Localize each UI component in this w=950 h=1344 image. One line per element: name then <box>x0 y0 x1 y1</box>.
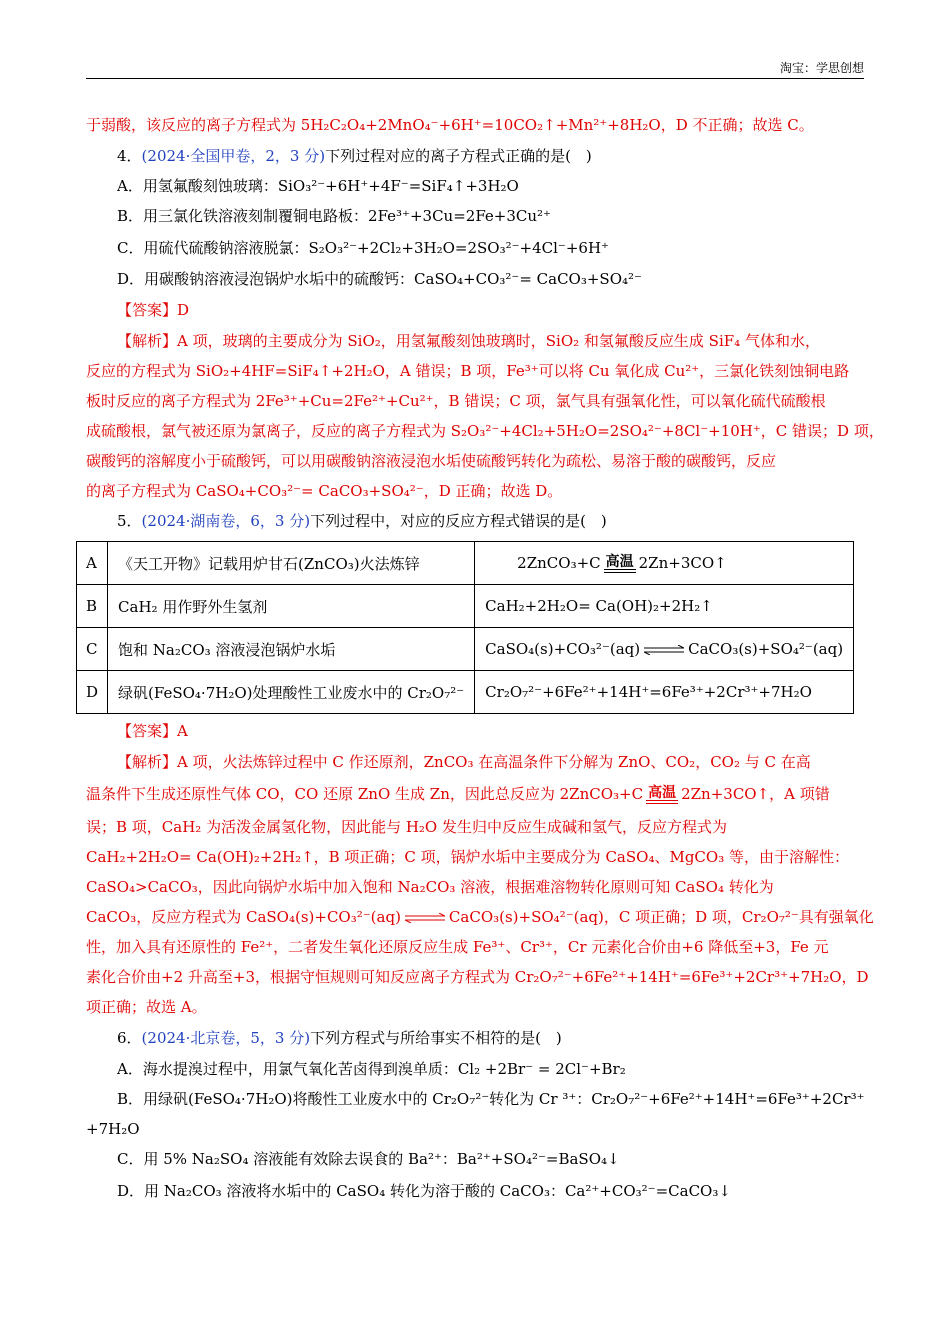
q5-analysis-line: 温条件下生成还原性气体 CO，CO 还原 ZnO 生成 Zn，因此总反应为 2ZnCO₃+C 高温 2Zn+3CO↑，A 项错 <box>86 785 830 803</box>
q4-analysis-line: 【解析】A 项，玻璃的主要成分为 SiO₂，用氢氟酸刻蚀玻璃时，SiO₂ 和氢氟酸反应生成 SiF₄ 气体和水， <box>117 332 820 350</box>
row-label: C <box>77 628 108 671</box>
condition-label: 高温 <box>605 553 634 570</box>
q4-stem: 4．(2024·全国甲卷，2，3 分)下列过程对应的离子方程式正确的是( ) <box>117 147 592 165</box>
q5-source: (2024·湖南卷，6，3 分) <box>141 512 311 530</box>
row-description: CaH₂ 用作野外生氢剂 <box>108 585 475 628</box>
q4-option-c: C．用硫代硫酸钠溶液脱氯：S₂O₃²⁻+2Cl₂+3H₂O=2SO₃²⁻+4Cl⁻+6H⁺ <box>117 239 609 257</box>
row-label: A <box>77 542 108 585</box>
q4-analysis-line: 的离子方程式为 CaSO₄+CO₃²⁻= CaCO₃+SO₄²⁻，D 正确；故选 D。 <box>86 482 563 500</box>
row-equation: CaH₂+2H₂O= Ca(OH)₂+2H₂↑ <box>475 585 854 628</box>
q4-answer: 【答案】D <box>117 301 190 319</box>
q4-analysis-line: 板时反应的离子方程式为 2Fe³⁺+Cu=2Fe²⁺+Cu²⁺，B 错误；C 项，氯气具有强氧化性，可以氧化硫代硫酸根 <box>86 392 826 410</box>
q6-option-b: B．用绿矾(FeSO₄·7H₂O)将酸性工业废水中的 Cr₂O₇²⁻转化为 Cr ³⁺：Cr₂O₇²⁻+6Fe²⁺+14H⁺=6Fe³⁺+2Cr³⁺ <box>117 1090 865 1108</box>
q4-option-b: B．用三氯化铁溶液刻制覆铜电路板：2Fe³⁺+3Cu=2Fe+3Cu²⁺ <box>117 207 551 225</box>
q5-answer: 【答案】A <box>117 722 188 740</box>
condition-label: 高温 <box>648 785 677 801</box>
q5-analysis-line: 【解析】A 项，火法炼锌过程中 C 作还原剂，ZnCO₃ 在高温条件下分解为 ZnO、CO₂，CO₂ 与 C 在高 <box>117 753 811 771</box>
row-description: 《天工开物》记载用炉甘石(ZnCO₃)火法炼锌 <box>108 542 475 585</box>
row-description: 绿矾(FeSO₄·7H₂O)处理酸性工业废水中的 Cr₂O₇²⁻ <box>108 671 475 714</box>
q5-analysis-line: 项正确；故选 A。 <box>86 998 207 1016</box>
q5-options-table <box>76 541 854 714</box>
intro-line: 于弱酸，该反应的离子方程式为 5H₂C₂O₄+2MnO₄⁻+6H⁺=10CO₂↑+Mn²⁺+8H₂O，D 不正确；故选 C。 <box>86 116 814 134</box>
row-label: D <box>77 671 108 714</box>
table-row <box>77 542 854 585</box>
row-equation: Cr₂O₇²⁻+6Fe²⁺+14H⁺=6Fe³⁺+2Cr³⁺+7H₂O <box>475 671 854 714</box>
q5-analysis-line: 误；B 项，CaH₂ 为活泼金属氢化物，因此能与 H₂O 发生归中反应生成碱和氢气，反应方程式为 <box>86 818 728 836</box>
q6-source: (2024·北京卷，5，3 分) <box>141 1029 311 1047</box>
row-equation: 2ZnCO₃+C 高温 2Zn+3CO↑ <box>475 542 854 585</box>
q5-analysis-line: 性，加入具有还原性的 Fe²⁺，二者发生氧化还原反应生成 Fe³⁺、Cr³⁺，Cr 元素化合价由+6 降低至+3，Fe 元 <box>86 938 829 956</box>
header-text: 淘宝：学思创想 <box>779 61 864 75</box>
q4-source: (2024·全国甲卷，2，3 分) <box>141 147 326 165</box>
table-row <box>77 671 854 714</box>
q4-analysis-line: 成硫酸根，氯气被还原为氯离子，反应的离子方程式为 S₂O₃²⁻+4Cl₂+5H₂O=2SO₄²⁻+8Cl⁻+10H⁺，C 错误；D 项， <box>86 422 884 440</box>
q6-option-c: C．用 5% Na₂SO₄ 溶液能有效除去误食的 Ba²⁺：Ba²⁺+SO₄²⁻=BaSO₄↓ <box>117 1150 620 1168</box>
q5-analysis-line: CaSO₄>CaCO₃，因此向锅炉水垢中加入饱和 Na₂CO₃ 溶液，根据难溶物转化原则可知 CaSO₄ 转化为 <box>86 878 774 896</box>
q4-option-d: D．用碳酸钠溶液浸泡锅炉水垢中的硫酸钙：CaSO₄+CO₃²⁻= CaCO₃+SO₄²⁻ <box>117 270 642 288</box>
q6-stem: 6．(2024·北京卷，5，3 分)下列方程式与所给事实不相符的是( ) <box>117 1029 562 1047</box>
q6-option-b-continued: +7H₂O <box>86 1120 140 1138</box>
q4-analysis-line: 碳酸钙的溶解度小于硫酸钙，可以用碳酸钠溶液浸泡水垢使硫酸钙转化为疏松、易溶于酸的碳酸钙，反应 <box>86 452 777 470</box>
q5-analysis-line: 素化合价由+2 升高至+3，根据守恒规则可知反应离子方程式为 Cr₂O₇²⁻+6Fe²⁺+14H⁺=6Fe³⁺+2Cr³⁺+7H₂O，D <box>86 968 869 986</box>
row-label: B <box>77 585 108 628</box>
q6-option-a: A．海水提溴过程中，用氯气氧化苦卤得到溴单质：Cl₂ +2Br⁻ = 2Cl⁻+Br₂ <box>117 1060 626 1078</box>
reversible-arrow-icon <box>644 645 684 655</box>
q5-stem: 5．(2024·湖南卷，6，3 分)下列过程中，对应的反应方程式错误的是( ) <box>117 512 607 530</box>
page-header <box>86 56 864 79</box>
row-equation: CaSO₄(s)+CO₃²⁻(aq) CaCO₃(s)+SO₄²⁻(aq) <box>475 628 854 671</box>
q4-analysis-line: 反应的方程式为 SiO₂+4HF=SiF₄↑+2H₂O，A 错误；B 项，Fe³⁺可以将 Cu 氧化成 Cu²⁺，三氯化铁刻蚀铜电路 <box>86 362 850 380</box>
table-row <box>77 628 854 671</box>
q4-option-a: A．用氢氟酸刻蚀玻璃：SiO₃²⁻+6H⁺+4F⁻=SiF₄↑+3H₂O <box>117 177 519 195</box>
table-row <box>77 585 854 628</box>
reversible-arrow-icon <box>405 913 445 923</box>
q6-option-d: D．用 Na₂CO₃ 溶液将水垢中的 CaSO₄ 转化为溶于酸的 CaCO₃：Ca²⁺+CO₃²⁻=CaCO₃↓ <box>117 1182 731 1200</box>
q5-analysis-line: CaCO₃，反应方程式为 CaSO₄(s)+CO₃²⁻(aq) CaCO₃(s)+SO₄²⁻(aq)，C 项正确；D 项，Cr₂O₇²⁻具有强氧化 <box>86 908 874 926</box>
q5-analysis-line: CaH₂+2H₂O= Ca(OH)₂+2H₂↑，B 项正确；C 项，锅炉水垢中主要成分为 CaSO₄、MgCO₃ 等，由于溶解性： <box>86 848 849 866</box>
row-description: 饱和 Na₂CO₃ 溶液浸泡锅炉水垢 <box>108 628 475 671</box>
